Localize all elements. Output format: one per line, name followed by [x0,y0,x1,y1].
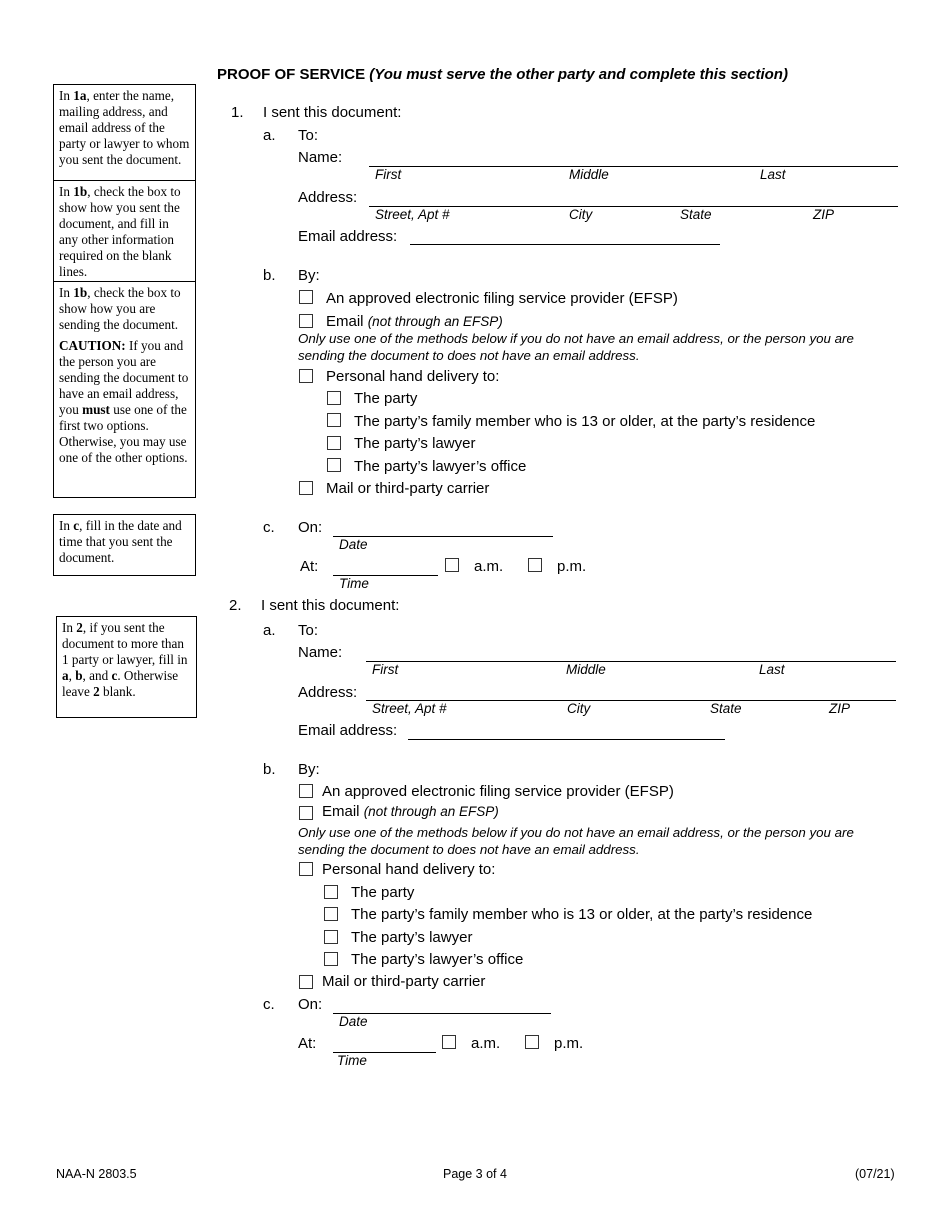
pm-checkbox[interactable] [525,1035,539,1049]
lawyer-office-checkbox[interactable] [327,458,341,472]
the-party-label: The party [354,390,418,407]
item-c-label: c. [263,996,275,1013]
mail-checkbox[interactable] [299,481,313,495]
by-label: By: [298,267,320,284]
family-member-checkbox[interactable] [327,413,341,427]
street-caption: Street, Apt # [375,207,450,222]
name-field-1[interactable] [369,166,898,167]
text: In [62,620,77,635]
text: In [59,285,74,300]
caution-text [59,338,190,466]
at-label: At: [300,558,319,575]
mail-label: Mail or third-party carrier [322,973,486,990]
address-label: Address: [298,684,358,701]
middle-caption: Middle [569,167,609,182]
am-checkbox[interactable] [445,558,459,572]
instruction-1b-text [59,285,190,333]
lawyer-office-label: The party’s lawyer’s office [351,951,524,968]
text: , enter the name, mailing address, and email address of the party or lawyer to whom you sent the document. [59,88,190,167]
email-note: (not through an EFSP) [367,314,503,329]
name-label: Name: [298,149,343,166]
time-caption: Time [337,1053,367,1068]
text-bold: c [73,518,80,533]
instruction-box-c [53,514,196,576]
personal-delivery-checkbox[interactable] [299,862,313,876]
section-1-number: 1. [231,104,244,121]
pm-checkbox[interactable] [528,558,542,572]
personal-delivery-checkbox[interactable] [299,369,313,383]
personal-delivery-label: Personal hand delivery to: [322,861,496,878]
title-main: PROOF OF SERVICE [217,66,366,83]
last-caption: Last [760,167,786,182]
lawyer-office-label: The party’s lawyer’s office [354,458,527,475]
email-label: Email [322,803,360,820]
mail-checkbox[interactable] [299,975,313,989]
item-b-label: b. [263,267,276,284]
text: use one of the first two options. Otherwise, you may use one of the other options. [59,402,188,465]
city-caption: City [567,701,591,716]
text-bold: b [75,668,83,683]
form-id: NAA-N 2803.5 [56,1167,137,1181]
only-use-note: Only use one of the methods below if you do not have an email address, or the person you are sending the document to does not have an email address. [298,331,854,363]
text-bold: 1b [73,285,88,300]
mail-label: Mail or third-party carrier [326,480,490,497]
the-party-checkbox[interactable] [324,885,338,899]
lawyer-label: The party’s lawyer [354,435,476,452]
revision-date: (07/21) [855,1167,895,1181]
last-caption: Last [759,662,785,677]
text: , and [82,668,112,683]
middle-caption: Middle [566,662,606,677]
date-caption: Date [339,537,368,552]
text: , [68,668,76,683]
section-2-heading: I sent this document: [261,597,400,614]
email-checkbox[interactable] [299,314,313,328]
text: In [59,184,74,199]
email-address-field-1[interactable] [410,244,720,245]
name-field-2[interactable] [366,661,896,662]
email-address-field-2[interactable] [408,739,725,740]
item-a-label: a. [263,622,276,639]
city-caption: City [569,207,593,222]
page-number: Page 3 of 4 [443,1167,507,1181]
text-bold: CAUTION: [59,338,126,353]
email-address-label: Email address: [298,228,398,245]
text-bold: a [62,668,69,683]
instruction-box-1 [53,84,196,498]
family-member-label: The party’s family member who is 13 or older, at the party’s residence [351,906,813,923]
section-1-heading: I sent this document: [263,104,402,121]
item-b-label: b. [263,761,276,778]
on-label: On: [298,996,323,1013]
to-label: To: [298,622,319,639]
at-label: At: [298,1035,317,1052]
lawyer-checkbox[interactable] [327,436,341,450]
am-label: a.m. [471,1035,501,1052]
pm-label: p.m. [557,558,587,575]
by-label: By: [298,761,320,778]
efsp-label: An approved electronic filing service provider (EFSP) [322,783,674,800]
zip-caption: ZIP [829,701,851,716]
only-use-note: Only use one of the methods below if you do not have an email address, or the person you are sending the document to does not have an email address. [298,825,854,857]
text-bold: 1a [73,88,87,103]
pm-label: p.m. [554,1035,584,1052]
date-caption: Date [339,1014,368,1029]
state-caption: State [710,701,742,716]
text: , check the box to show how you are sending the document. [59,285,181,332]
text: . Otherwise leave [62,668,179,699]
text-bold: 2 [76,620,83,635]
text-bold: 1b [73,184,88,199]
text: In [59,518,74,533]
to-label: To: [298,127,319,144]
email-note: (not through an EFSP) [363,804,499,819]
text: In [59,88,74,103]
am-label: a.m. [474,558,504,575]
address-label: Address: [298,189,358,206]
efsp-checkbox[interactable] [299,290,313,304]
text: , fill in the date and time that you sent the document. [59,518,182,565]
email-address-label: Email address: [298,722,398,739]
am-checkbox[interactable] [442,1035,456,1049]
email-label: Email [326,313,364,330]
instruction-1b-a [54,180,195,281]
state-caption: State [680,207,712,222]
email-option-label [322,803,499,821]
lawyer-office-checkbox[interactable] [324,952,338,966]
instruction-box-2 [56,616,197,718]
section-2-number: 2. [229,597,242,614]
email-checkbox[interactable] [299,806,313,820]
zip-caption: ZIP [813,207,835,222]
family-member-checkbox[interactable] [324,907,338,921]
time-caption: Time [339,576,369,591]
title-sub: (You must serve the other party and complete this section) [369,66,788,83]
personal-delivery-label: Personal hand delivery to: [326,368,500,385]
text: If you and the person you are sending the document to have an email address, you [59,338,189,417]
text: , check the box to show how you sent the document, and fill in any other information required on the blank lines. [59,184,181,279]
on-label: On: [298,519,323,536]
item-c-label: c. [263,519,275,536]
first-caption: First [372,662,399,677]
efsp-label: An approved electronic filing service provider (EFSP) [326,290,678,307]
lawyer-checkbox[interactable] [324,930,338,944]
text: , if you sent the document to more than 1 party or lawyer, fill in [62,620,188,667]
lawyer-label: The party’s lawyer [351,929,473,946]
name-label: Name: [298,644,343,661]
email-option-label [326,313,503,331]
efsp-checkbox[interactable] [299,784,313,798]
the-party-label: The party [351,884,415,901]
family-member-label: The party’s family member who is 13 or older, at the party’s residence [354,413,816,430]
instruction-1a [54,85,195,180]
instruction-1b-b [54,281,195,468]
item-a-label: a. [263,127,276,144]
text: blank. [99,684,136,699]
street-caption: Street, Apt # [372,701,447,716]
first-caption: First [375,167,402,182]
the-party-checkbox[interactable] [327,391,341,405]
page-title [217,66,788,84]
text-bold: c [111,668,118,683]
text-bold: must [82,402,110,417]
text-bold: 2 [93,684,100,699]
